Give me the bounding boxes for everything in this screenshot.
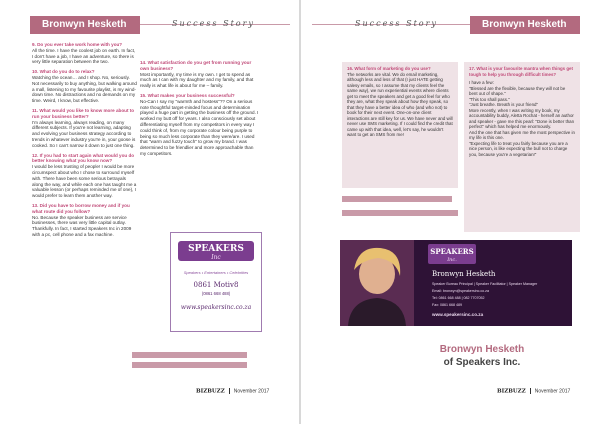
card-email: Email: bronwyn@speakersinc.co.za	[432, 289, 489, 293]
answer-intro: I have a few:	[469, 80, 494, 85]
answer: All the time. I have the coolest job on earth. In fact, I don't have a job, I have an adventure, so there is very little separation between the two.	[32, 47, 136, 65]
decor-bar	[342, 210, 458, 216]
card-logo-word: SPEAKERS	[430, 247, 474, 256]
question: 12. If you had to start again what would you do better knowing what you know now?	[32, 152, 135, 164]
business-card	[340, 240, 572, 326]
mantra-line: "Just breathe. Breath is your friend"	[469, 102, 539, 107]
qa-item	[32, 69, 137, 104]
question: 17. What is your favourite mantra when things get tough to help you through difficult times?	[469, 66, 573, 77]
qa-item	[140, 93, 260, 157]
qa-item	[32, 203, 137, 238]
portrait-image	[340, 240, 414, 326]
ad-website[interactable]: www.speakersinc.co.za	[180, 304, 252, 311]
answer: I'm always learning, always reading, on many different subjects. If you're not learning, adapting and evolving your business strategy according to trends in whatever industry you're in, your goose is cooked. So I can't narrow it down to just one thing.	[32, 119, 136, 148]
card-phone: Tel: 0861 668 488 | 082 7707052	[432, 296, 485, 300]
portrait-photo	[340, 240, 414, 326]
answer: The networks are vital. We do email marketing, although less and less of that (I just HATE getting salesy emails, so I assume that my clients feel the same way), we run experiential events where clients get to meet the speakers and get a good feel for who they are, what they speak about how they speak, so that they have a better idea of who (and who not) to book for their next event. One-on-one client interactions are still key for us. We have never and will never use SMS marketing. If I could find the credit that came up with that idea, well, let's say, he wouldn't want to get an SMS from me!	[347, 71, 453, 137]
question: 13. Did you have to borrow money and if you what route did you follow?	[32, 202, 130, 214]
header-name-tab-left: Bronwyn Hesketh	[30, 16, 140, 34]
ad-logo-word: SPEAKERS	[188, 244, 244, 254]
mantra-line: "Expecting life to treat you fairly because you are a nice person, is like expecting the bull not to charge you, because you're a vegetarian!"	[469, 140, 568, 157]
section-title-right: Success Story	[355, 19, 438, 28]
decor-bar	[132, 362, 247, 368]
footer-separator	[229, 388, 230, 394]
ad-phone-numeric: (0861 668 488)	[201, 291, 231, 296]
question: 10. What do you do to relax?	[32, 69, 95, 75]
qa-item	[32, 108, 137, 149]
question: 14. What satisfaction do you get from running your own business?	[140, 60, 252, 71]
decor-bar	[342, 196, 452, 202]
mantra-line: "This too shall pass."	[469, 96, 510, 102]
card-website: www.speakersinc.co.za	[432, 312, 484, 317]
ad-logo-sub: Inc	[211, 254, 221, 261]
mantra-line: More recently, when I was writing my book, my accountability buddy, Aletta Rochat - herself an author and speaker - gave me this pearl: "Done is better than perfect" which has helped me enormously.	[469, 107, 575, 129]
card-fax: Fax: 0861 668 489	[432, 303, 462, 307]
mantra-line: "Blessed are the flexible, because they will not be bent out of shape."	[469, 85, 566, 96]
ad-phone: 0861 Motiv8	[193, 281, 239, 289]
qa-box-mantra	[464, 62, 580, 232]
card-speakers-logo	[428, 244, 476, 264]
answer: Watching the ocean… and I shop. No, seriously. Not necessarily to buy anything, but walking around a mall, listening to my favourite playlist, is my wind-down time. No distractions and no demands on my time. Weird, I know, but effective.	[32, 74, 137, 104]
footer-brand: BIZBUZZ	[196, 388, 225, 395]
answer: No. Because the speaker business are service businesses, there was very little capital outlay. Thankfully. In fact, I started Speakers Inc in 2009 with a pc, cell phone and a fax machine.	[32, 214, 132, 237]
footer-left	[196, 388, 269, 394]
section-title-left: Success Story	[172, 19, 255, 28]
qa-item	[32, 42, 137, 65]
question: 9. Do you ever take work home with you?	[32, 42, 123, 47]
speakers-inc-logo	[176, 239, 256, 263]
page-gutter	[299, 0, 301, 424]
question: 11. What would you like to know more about to run your business better?	[32, 107, 135, 119]
left-column-b	[140, 60, 260, 161]
footer-separator	[530, 388, 531, 394]
qa-item	[32, 153, 137, 199]
question: 15. What makes your business successful?	[140, 92, 235, 98]
qa-item	[140, 60, 260, 89]
card-logo-sub: Inc.	[447, 257, 457, 263]
mantra-line: And the one that has given me the most perspective in my life is this one.	[469, 129, 575, 140]
left-column-a	[32, 42, 137, 242]
footer-brand: BIZBUZZ	[497, 388, 526, 395]
qa-box-marketing	[342, 62, 458, 188]
footer-date: November 2017	[233, 388, 270, 395]
question: 16. What form of marketing do you use?	[347, 66, 431, 71]
profile-subtitle: of Speakers Inc.	[443, 357, 521, 368]
profile-title: Bronwyn Hesketh	[439, 344, 525, 355]
speakers-inc-ad[interactable]	[170, 232, 262, 332]
answer: I would be less trusting of people! I would be more circumspect about who I chose to surround myself with. There have been some serious betrayals along the way, and while each one has taught me a valuable lesson (or perhaps reminded me of one), I would prefer to learn them another way.	[32, 164, 137, 199]
card-name: Bronwyn Hesketh	[432, 270, 496, 278]
decor-bar	[132, 352, 247, 358]
ad-tagline: Speakers • Entertainers • Celebrities	[183, 270, 249, 275]
card-role: Speaker Bureau Principal | Speaker Facilitator | Speaker Manager	[432, 282, 538, 286]
answer: Most importantly, my time is my own. I get to spend as much as I can with my daughter and my family, and that really is what life is about for me – family.	[140, 71, 254, 89]
footer-date: November 2017	[534, 388, 571, 395]
header-name-tab-right: Bronwyn Hesketh	[470, 16, 580, 34]
answer: No-Can I say my "warmth and hostess"?? On a serious note thoughtful target-minded focus and determination played a huge part in getting the business off the ground. I worked my butt off for years. I also consciously set about differentiating myself from my competitors in every way I could think of, from my corporate colour being purple to being so much less corporate than they were/are. I used that "warm and fuzzy touch" to grow my brand. I was determined to be friendlier and more approachable than my competitors.	[140, 98, 259, 156]
footer-right	[497, 388, 570, 394]
